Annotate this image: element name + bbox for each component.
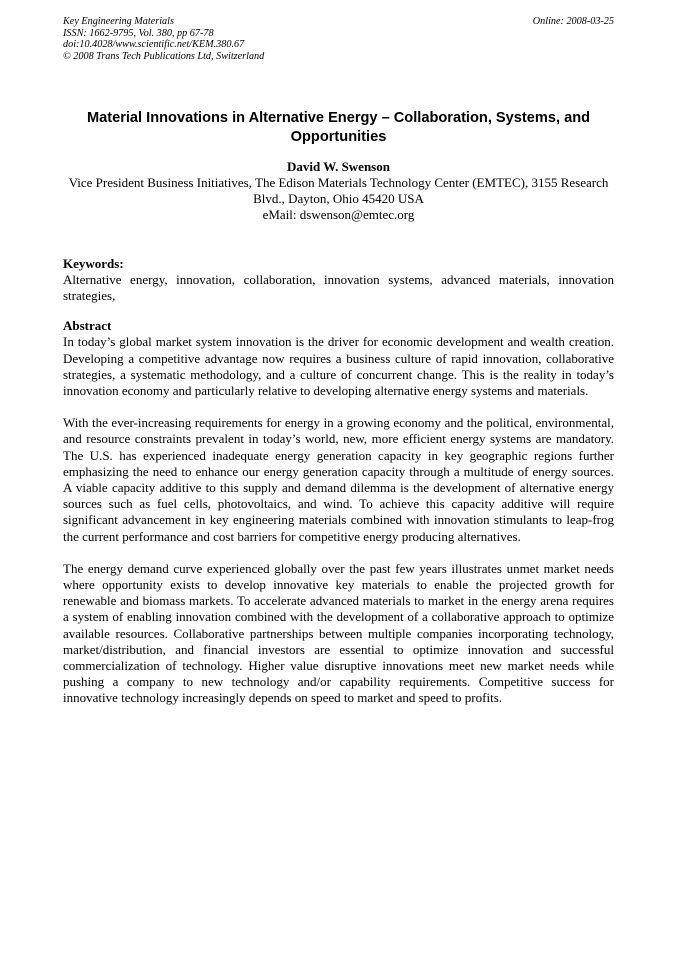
journal-header — [63, 16, 614, 62]
paper-page — [63, 16, 614, 707]
journal-copyright: © 2008 Trans Tech Publications Ltd, Switzerland — [63, 50, 265, 62]
abstract-heading: Abstract — [63, 318, 112, 334]
journal-name: Key Engineering Materials — [63, 16, 174, 27]
paper-title: Material Innovations in Alternative Energy – Collaboration, Systems, and Opportunities — [86, 110, 591, 145]
abstract-section — [63, 318, 614, 706]
author-affiliation: Vice President Business Initiatives, The Edison Materials Technology Center (EMTEC), 3155 Research Blvd., Dayton, Ohio 45420 USA — [68, 175, 609, 206]
abstract-paragraph-3: The energy demand curve experienced globally over the past few years illustrates unmet market needs where opportunity exists to develop innovative key materials to enable the projected growth for renewable and biomass markets. To accelerate advanced materials to market in the energy arena requires a system of enabling innovation combined with the development of a collaborative approach to optimize available resources. Collaborative partnerships between multiple companies incorporating technology, market/distribution, and financial investors are essential to optimize innovation and successful commercialization of technology. Higher value disruptive innovations meet new market needs while pushing a company to new technology and/or capability requirements. Competitive success for innovative technology increasingly depends on speed to market and speed to profits. — [63, 560, 614, 706]
abstract-paragraph-2: With the ever-increasing requirements for energy in a growing economy and the political, environmental, and resource constraints prevalent in today’s world, new, more efficient energy systems are mandatory. The U.S. has experienced inadequate energy generation capacity in key geographic regions further emphasizing the need to enhance our energy generation capacity through a multitude of energy sources. A viable capacity additive to this supply and demand dilemma is the development of alternative energy sources such as fuel cells, photovoltaics, and wind. To achieve this capacity additive will require significant advancement in key engineering materials combined with innovation stimulants to leap-frog the current performance and cost barriers for competitive energy producing alternatives. — [63, 415, 614, 544]
keywords-text: Alternative energy, innovation, collaboration, innovation systems, advanced materials, innovation strategies, — [63, 272, 614, 304]
author-email: eMail: dswenson@emtec.org — [262, 207, 415, 222]
keywords-heading: Keywords: — [63, 256, 124, 271]
author-block — [63, 159, 614, 223]
journal-issn: ISSN: 1662-9795, Vol. 380, pp 67-78 — [63, 27, 214, 39]
journal-doi: doi:10.4028/www.scientific.net/KEM.380.67 — [63, 39, 245, 50]
author-name: David W. Swenson — [287, 159, 390, 174]
keywords-section — [63, 256, 614, 304]
abstract-paragraph-1: In today’s global market system innovation is the driver for economic development and wealth creation. Developing a competitive advantage now requires a business culture of rapid innovation, collaborative strategies, a systematic methodology, and a culture of concurrent change. This is the reality in today’s innovation economy and particularly relative to developing alternative energy systems and materials. — [63, 334, 614, 399]
online-date: Online: 2008-03-25 — [532, 16, 614, 27]
